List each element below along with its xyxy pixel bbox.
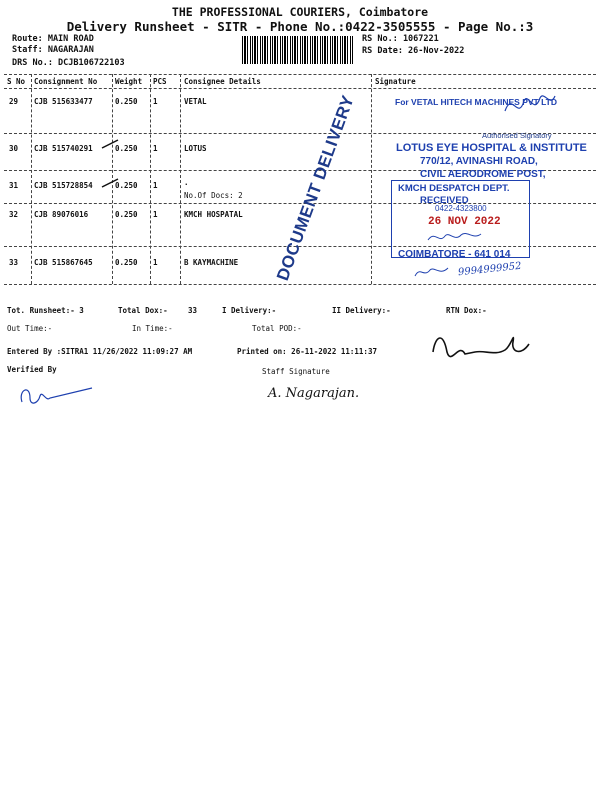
ii-delivery: II Delivery:-: [332, 306, 391, 315]
document-delivery-stamp: DOCUMENT DELIVERY: [273, 92, 358, 284]
row-weight: 0.250: [115, 97, 138, 106]
row-sno: 33: [9, 258, 19, 267]
col-signature: Signature: [375, 77, 416, 86]
lotus-stamp-name: LOTUS EYE HOSPITAL & INSTITUTE: [396, 142, 587, 154]
kmch-stamp-received: RECEIVED: [420, 195, 469, 206]
barcode: [242, 36, 354, 64]
lotus-stamp-address: 770/12, AVINASHI ROAD,: [420, 156, 538, 167]
row-consignment: CJB 515740291: [34, 144, 93, 153]
company-title: THE PROFESSIONAL COURIERS, Coimbatore: [171, 5, 429, 19]
row-sno: 29: [9, 97, 19, 106]
col-sno: S No: [7, 77, 26, 86]
row-pcs: 1: [153, 258, 158, 267]
vetal-stamp-sub: Authorised Signatory: [482, 131, 552, 140]
row-sno: 31: [9, 181, 19, 190]
printed-on: Printed on: 26-11-2022 11:11:37: [237, 347, 377, 356]
verified-by: Verified By: [7, 365, 57, 374]
tick-mark: [100, 177, 120, 189]
row-consignment: CJB 515728854: [34, 181, 93, 190]
row-pcs: 1: [153, 210, 158, 219]
row-weight: 0.250: [115, 210, 138, 219]
manager-signature: [425, 322, 535, 374]
vetal-signature: [500, 86, 560, 126]
row-weight: 0.250: [115, 258, 138, 267]
kmch-stamp-phone: 0422-4323800: [435, 204, 487, 213]
staff-label: Staff: NAGARAJAN: [12, 45, 94, 55]
total-dox-value: 33: [188, 306, 198, 315]
row-pcs: 1: [153, 144, 158, 153]
table-top-border: [4, 74, 596, 75]
verifier-signature: [16, 380, 96, 410]
runsheet-title: Delivery Runsheet - SITR - Phone No.:0422-3505555 - Page No.:3: [66, 19, 534, 34]
kmch-stamp-city: COIMBATORE - 641 014: [398, 249, 511, 260]
staff-signature-handwritten: A. Nagarajan.: [268, 386, 360, 401]
rs-date: RS Date: 26-Nov-2022: [362, 46, 465, 56]
row-consignee: .: [184, 178, 189, 187]
lotus-stamp-post: CIVIL AERODROME POST,: [420, 169, 546, 180]
kmch-stamp-dept: KMCH DESPATCH DEPT.: [398, 183, 510, 194]
out-time: Out Time:-: [7, 324, 53, 333]
row-pcs: 1: [153, 181, 158, 190]
entered-by: Entered By :SITRA1 11/26/2022 11:09:27 AM: [7, 347, 193, 356]
row-docs-count: No.Of Docs: 2: [184, 191, 243, 200]
col-consignee: Consignee Details: [184, 77, 261, 86]
total-runsheet: Tot. Runsheet:- 3: [7, 306, 84, 315]
col-weight: Weight: [115, 77, 143, 86]
rs-number: RS No.: 1067221: [362, 34, 439, 44]
row-weight: 0.250: [115, 181, 138, 190]
row-consignee: VETAL: [184, 97, 207, 106]
row-pcs: 1: [153, 97, 158, 106]
row-consignee: B KAYMACHINE: [184, 258, 239, 267]
staff-signature-label: Staff Signature: [262, 367, 330, 376]
rtn-dox: RTN Dox:-: [446, 306, 487, 315]
drs-label: DRS No.: DCJB106722103: [12, 58, 125, 68]
total-dox-label: Total Dox:-: [118, 306, 168, 315]
row-sno: 30: [9, 144, 19, 153]
table-bottom-border: [4, 284, 596, 285]
row-consignment: CJB 89076016: [34, 210, 89, 219]
i-delivery: I Delivery:-: [222, 306, 277, 315]
row-sno: 32: [9, 210, 19, 219]
in-time: In Time:-: [132, 324, 173, 333]
row-consignment: CJB 515633477: [34, 97, 93, 106]
kmch-stamp-date: 26 NOV 2022: [428, 216, 501, 228]
row-consignee: KMCH HOSPATAL: [184, 210, 243, 219]
col-pcs: PCS: [153, 77, 167, 86]
tick-mark: [100, 138, 120, 150]
total-pod: Total POD:-: [252, 324, 302, 333]
row-consignment: CJB 515867645: [34, 258, 93, 267]
route-label: Route: MAIN ROAD: [12, 34, 94, 44]
row-consignee: LOTUS: [184, 144, 207, 153]
handwritten-phone: 9994999952: [457, 260, 523, 279]
vetal-stamp: For VETAL HITECH MACHINES PVT LTD: [395, 97, 557, 107]
row-weight: 0.250: [115, 144, 138, 153]
receiver-signature: [412, 262, 452, 282]
col-consignment: Consignment No: [34, 77, 98, 86]
kmch-signature: [425, 228, 485, 246]
